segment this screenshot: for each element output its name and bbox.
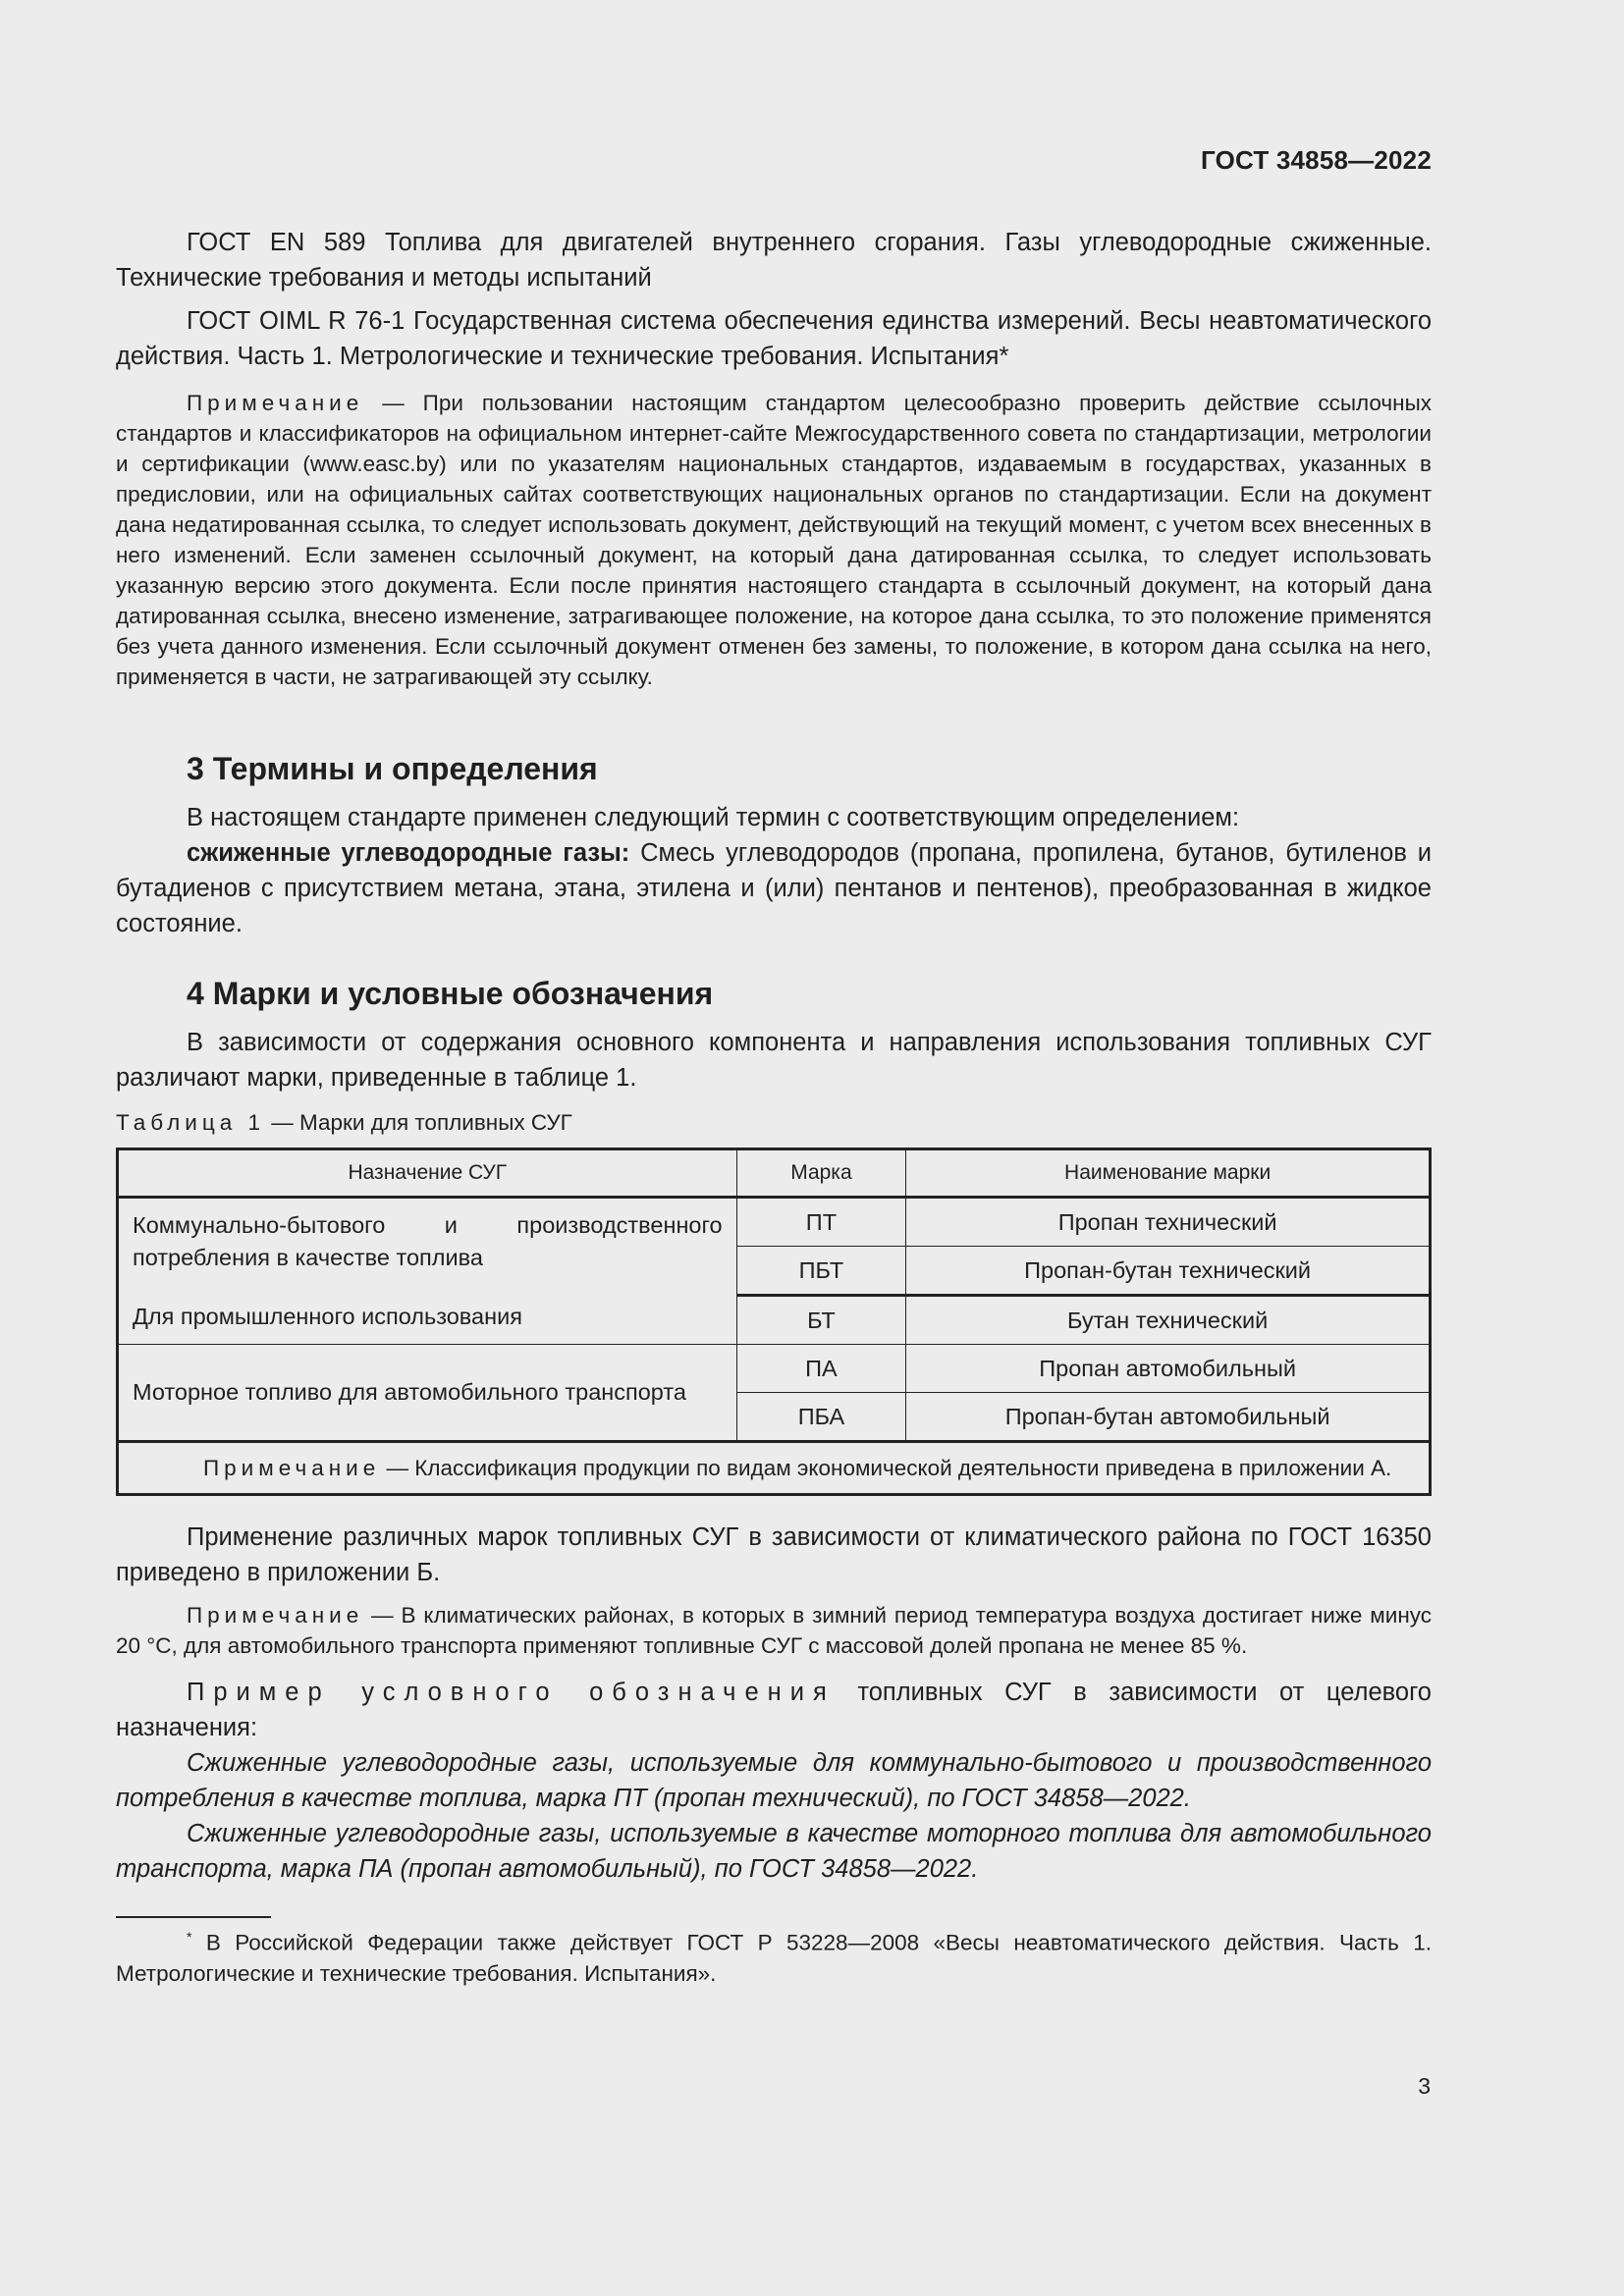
document-header: ГОСТ 34858—2022 xyxy=(1201,145,1432,175)
grade-name: Пропан автомобильный xyxy=(906,1345,1431,1393)
purpose-cell xyxy=(118,1198,737,1345)
table-row xyxy=(118,1345,1431,1393)
purpose-text: Для промышленного использования xyxy=(133,1304,522,1329)
footnote-mark: * xyxy=(187,1929,192,1945)
grade-code: ПБТ xyxy=(736,1247,906,1296)
page-content xyxy=(116,0,1432,1989)
grade-name: Пропан-бутан технический xyxy=(906,1247,1431,1296)
table-note: Примечание — Классификация продукции по видам экономической деятельности приведена в приложении А. xyxy=(118,1442,1431,1495)
footnote: * В Российской Федерации также действует ГОСТ Р 53228—2008 «Весы неавтоматического действия. Часть 1. Метрологические и технические требования. Испытания». xyxy=(116,1929,1432,1986)
purpose-text: Коммунально-бытового и производственного потребления в качестве топлива xyxy=(133,1212,723,1270)
grade-code: БТ xyxy=(736,1296,906,1345)
term-definition: сжиженные углеводородные газы: Смесь углеводородов (пропана, пропилена, бутанов, бутиленов и бутадиенов с присутствием метана, этана, этилена и (или) пентанов и пентенов), преобразованная в жидкое состояние. xyxy=(116,839,1432,937)
grade-name: Пропан технический xyxy=(906,1198,1431,1247)
reference-item: ГОСТ EN 589 Топлива для двигателей внутреннего сгорания. Газы углеводородные сжиженные. Технические требования и методы испытаний xyxy=(116,229,1432,292)
note-climate: Примечание — В климатических районах, в которых в зимний период температура воздуха достигает ниже минус 20 °С, для автомобильного транспорта применяют топливные СУГ с массовой долей пропана не менее 85 %. xyxy=(116,1603,1432,1658)
example-item: Сжиженные углеводородные газы, используемые в качестве моторного топлива для автомобильного транспорта, марка ПА (пропан автомобильный), по ГОСТ 34858—2022. xyxy=(116,1820,1432,1883)
section-3-intro: В настоящем стандарте применен следующий термин с соответствующим определением: xyxy=(187,804,1240,831)
example-item: Сжиженные углеводородные газы, используемые для коммунально-бытового и производственного потребления в качестве топлива, марка ПТ (пропан технический), по ГОСТ 34858—2022. xyxy=(116,1749,1432,1812)
grade-code: ПБА xyxy=(736,1393,906,1442)
column-header: Наименование марки xyxy=(906,1149,1431,1198)
note-references: Примечание — При пользовании настоящим стандартом целесообразно проверить действие ссылочных стандартов и классификаторов на официальном интернет-сайте Межгосударственного совета по стандартизации, метрологии и сертификации (www.easc.by) или по указателям национальных стандартов, издаваемым в государствах, указанных в предисловии, или на официальных сайтах соответствующих национальных органов по стандартизации. Если на документ дана недатированная ссылка, то следует использовать документ, действующий на текущий момент, с учетом всех внесенных в него изменений. Если заменен ссылочный документ, на который дана датированная ссылка, то следует использовать указанную версию этого документа. Если после принятия настоящего стандарта в ссылочный документ, на который дана датированная ссылка, внесено изменение, затрагивающее положение, на которое дана ссылка, то это положение применятся без учета данного изменения. Если ссылочный документ отменен без замены, то положение, в котором дана ссылка на него, применяется в части, не затрагивающей эту ссылку. xyxy=(116,391,1432,689)
grade-name: Пропан-бутан автомобильный xyxy=(906,1393,1431,1442)
grades-table xyxy=(116,1148,1432,1496)
table-caption: Таблица 1 — Марки для топливных СУГ xyxy=(116,1110,572,1135)
section-4-title: 4 Марки и условные обозначения xyxy=(187,976,714,1011)
climate-paragraph: Применение различных марок топливных СУГ в зависимости от климатического района по ГОСТ 16350 приведено в приложении Б. xyxy=(116,1523,1432,1586)
grade-code: ПТ xyxy=(736,1198,906,1247)
term: сжиженные углеводородные газы: xyxy=(187,839,630,867)
example-intro: Пример условного обозначения топливных СУГ в зависимости от целевого назначения: xyxy=(116,1679,1432,1741)
table-header-row xyxy=(118,1149,1431,1198)
column-header: Марка xyxy=(736,1149,906,1198)
reference-item: ГОСТ OIML R 76-1 Государственная система обеспечения единства измерений. Весы неавтоматического действия. Часть 1. Метрологические и технические требования. Испытания* xyxy=(116,307,1432,370)
page-number: 3 xyxy=(1418,2073,1431,2099)
grade-name: Бутан технический xyxy=(906,1296,1431,1345)
grade-code: ПА xyxy=(736,1345,906,1393)
purpose-cell: Моторное топливо для автомобильного транспорта xyxy=(118,1345,737,1442)
column-header: Назначение СУГ xyxy=(118,1149,737,1198)
section-3-title: 3 Термины и определения xyxy=(187,751,598,786)
section-4-intro: В зависимости от содержания основного компонента и направления использования топливных СУГ различают марки, приведенные в таблице 1. xyxy=(116,1029,1432,1092)
table-row xyxy=(118,1198,1431,1247)
table-note-row xyxy=(118,1442,1431,1495)
